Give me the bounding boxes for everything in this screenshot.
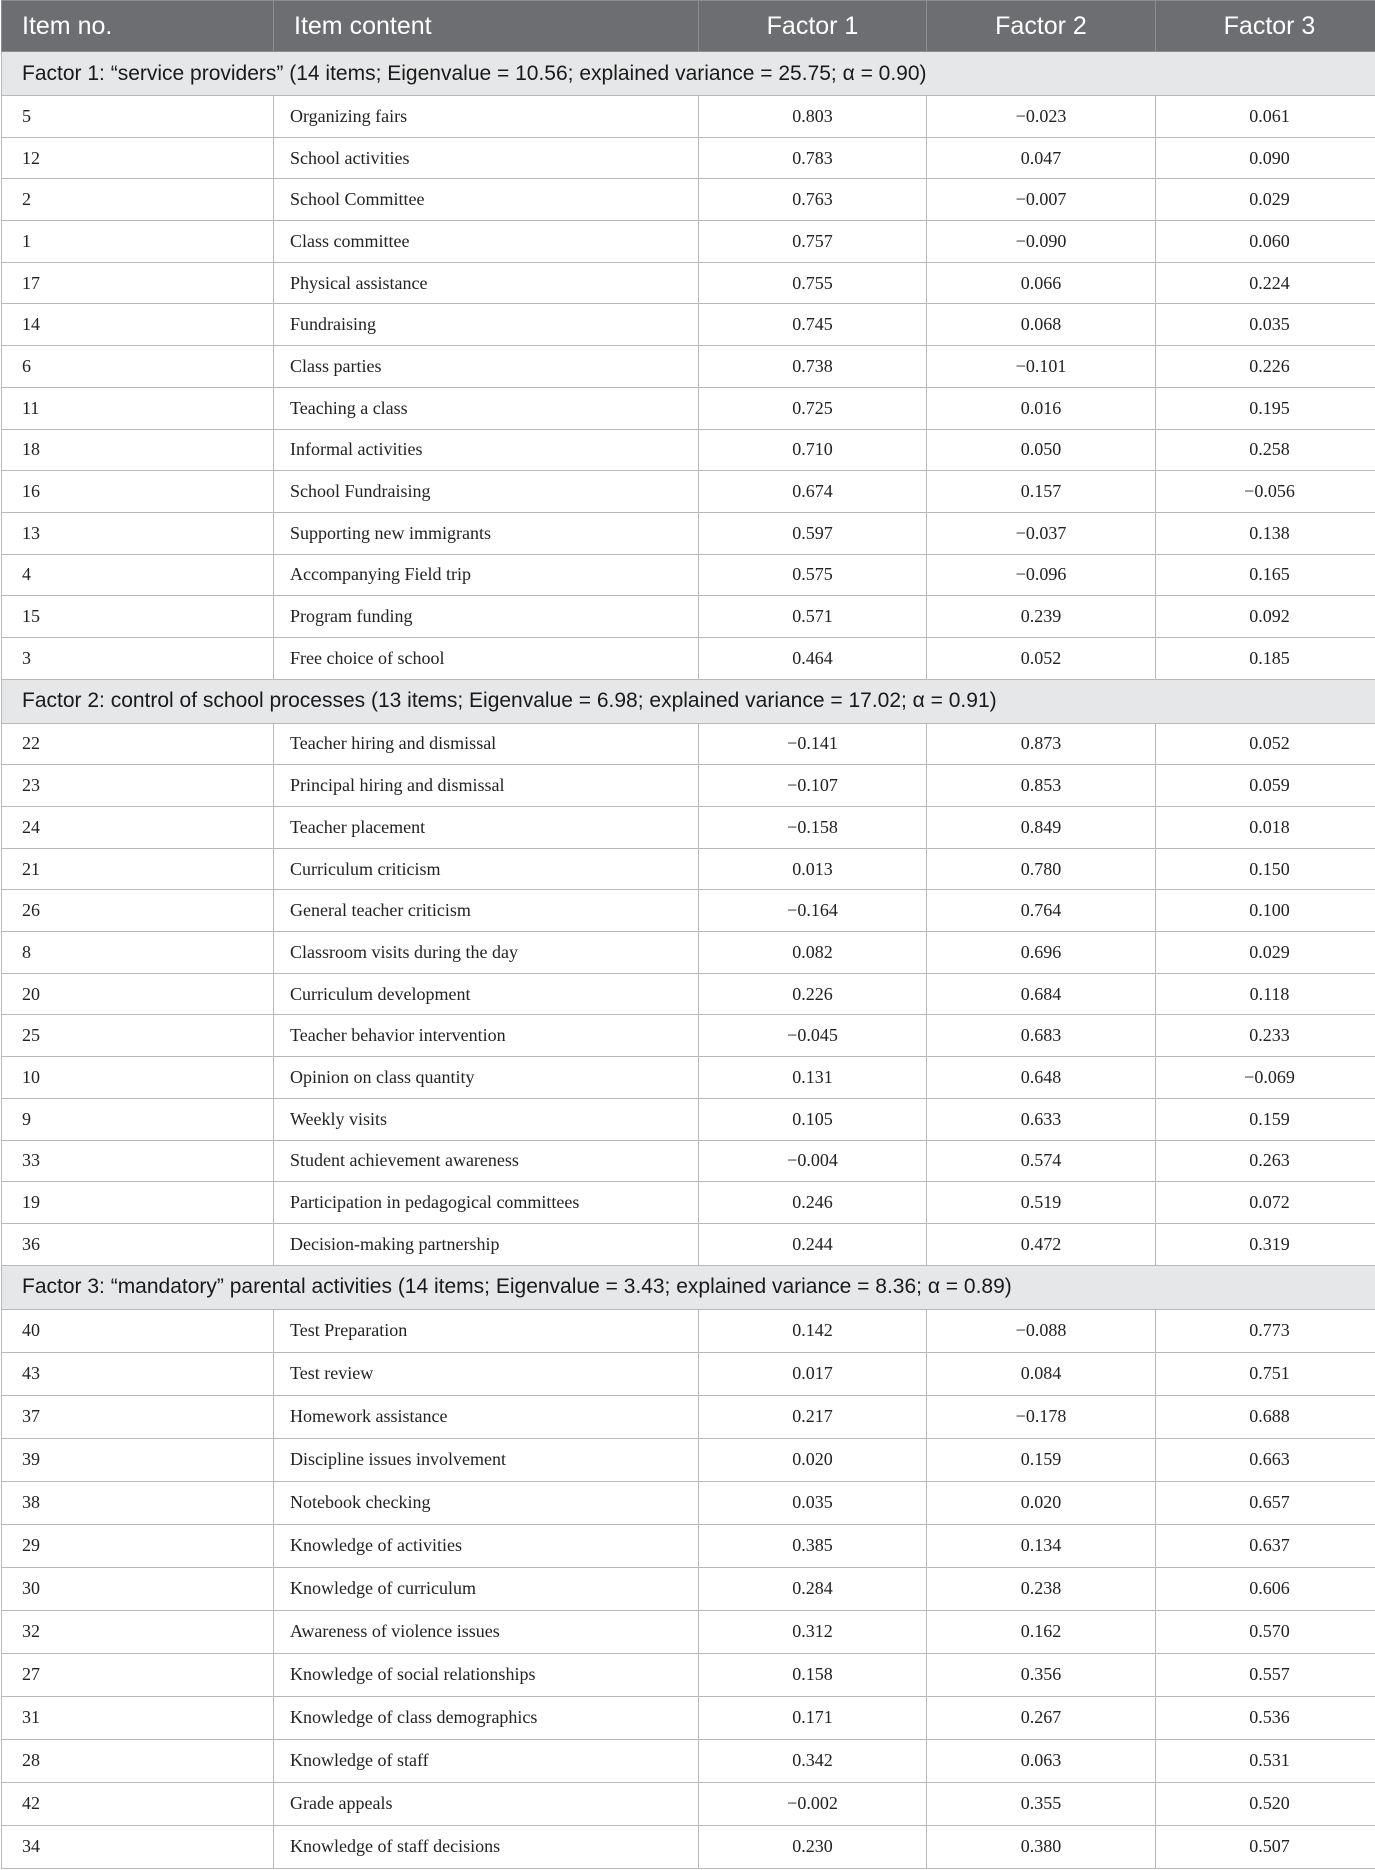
- factor-1-cell: 0.725: [699, 387, 927, 429]
- factor-1-cell: 0.158: [699, 1653, 927, 1696]
- factor-1-cell: 0.571: [699, 596, 927, 638]
- table-row: [2, 890, 1375, 932]
- item-content-cell: Curriculum development: [274, 973, 699, 1015]
- header-factor-2: Factor 2: [927, 1, 1156, 52]
- table-row: [2, 1223, 1375, 1265]
- factor-3-cell: 0.263: [1156, 1140, 1375, 1182]
- factor-1-cell: 0.312: [699, 1610, 927, 1653]
- factor-3-cell: 0.536: [1156, 1696, 1375, 1739]
- item-no-cell: 29: [2, 1524, 274, 1567]
- table-row: [2, 723, 1375, 765]
- factor-3-cell: 0.090: [1156, 137, 1375, 179]
- item-no-cell: 15: [2, 596, 274, 638]
- table-row: [2, 765, 1375, 807]
- header-row: [2, 1, 1375, 52]
- table-row: [2, 1481, 1375, 1524]
- factor-2-cell: 0.648: [927, 1057, 1156, 1099]
- item-content-cell: School Fundraising: [274, 471, 699, 513]
- factor-3-cell: 0.060: [1156, 221, 1375, 263]
- factor-1-cell: 0.217: [699, 1395, 927, 1438]
- factor-2-cell: 0.162: [927, 1610, 1156, 1653]
- factor-2-cell: 0.356: [927, 1653, 1156, 1696]
- factor-2-cell: −0.037: [927, 512, 1156, 554]
- factor-2-cell: −0.090: [927, 221, 1156, 263]
- table-row: [2, 179, 1375, 221]
- item-no-cell: 12: [2, 137, 274, 179]
- item-no-cell: 3: [2, 637, 274, 679]
- item-content-cell: Notebook checking: [274, 1481, 699, 1524]
- item-content-cell: Teacher placement: [274, 807, 699, 849]
- factor-1-cell: −0.141: [699, 723, 927, 765]
- table-row: [2, 387, 1375, 429]
- item-content-cell: Student achievement awareness: [274, 1140, 699, 1182]
- factor-3-cell: 0.029: [1156, 179, 1375, 221]
- item-content-cell: Class committee: [274, 221, 699, 263]
- factor-1-cell: 0.105: [699, 1098, 927, 1140]
- factor-1-cell: 0.710: [699, 429, 927, 471]
- factor-1-cell: −0.164: [699, 890, 927, 932]
- table-row: [2, 848, 1375, 890]
- factor-2-cell: 0.633: [927, 1098, 1156, 1140]
- item-no-cell: 34: [2, 1825, 274, 1868]
- item-content-cell: Knowledge of class demographics: [274, 1696, 699, 1739]
- table-row: [2, 1098, 1375, 1140]
- item-content-cell: Decision-making partnership: [274, 1223, 699, 1265]
- factor-1-cell: 0.763: [699, 179, 927, 221]
- factor-1-cell: 0.035: [699, 1481, 927, 1524]
- item-content-cell: General teacher criticism: [274, 890, 699, 932]
- factor-1-cell: −0.004: [699, 1140, 927, 1182]
- item-content-cell: Classroom visits during the day: [274, 932, 699, 974]
- item-content-cell: Knowledge of curriculum: [274, 1567, 699, 1610]
- factor-3-cell: 0.751: [1156, 1352, 1375, 1395]
- factor-3-cell: 0.531: [1156, 1739, 1375, 1782]
- factor-2-cell: 0.084: [927, 1352, 1156, 1395]
- table-row: [2, 1610, 1375, 1653]
- item-content-cell: Awareness of violence issues: [274, 1610, 699, 1653]
- table-row: [2, 1567, 1375, 1610]
- item-content-cell: Class parties: [274, 346, 699, 388]
- item-no-cell: 8: [2, 932, 274, 974]
- factor-2-cell: 0.050: [927, 429, 1156, 471]
- table-row: [2, 596, 1375, 638]
- table-row: [2, 471, 1375, 513]
- item-no-cell: 27: [2, 1653, 274, 1696]
- table-row: [2, 1309, 1375, 1352]
- factor-3-cell: 0.159: [1156, 1098, 1375, 1140]
- item-no-cell: 4: [2, 554, 274, 596]
- factor-2-cell: 0.355: [927, 1782, 1156, 1825]
- factor-1-cell: 0.020: [699, 1438, 927, 1481]
- factor-2-cell: 0.696: [927, 932, 1156, 974]
- factor-1-cell: 0.246: [699, 1182, 927, 1224]
- factor-2-cell: 0.764: [927, 890, 1156, 932]
- table-row: [2, 1182, 1375, 1224]
- table-row: [2, 1739, 1375, 1782]
- factor-1-cell: 0.131: [699, 1057, 927, 1099]
- item-content-cell: Organizing fairs: [274, 96, 699, 138]
- factor-3-cell: 0.061: [1156, 96, 1375, 138]
- item-content-cell: Free choice of school: [274, 637, 699, 679]
- factor-3-cell: 0.319: [1156, 1223, 1375, 1265]
- factor-3-cell: 0.150: [1156, 848, 1375, 890]
- factor-1-cell: −0.045: [699, 1015, 927, 1057]
- factor-1-cell: 0.803: [699, 96, 927, 138]
- factor-1-cell: 0.783: [699, 137, 927, 179]
- factor-2-cell: −0.101: [927, 346, 1156, 388]
- item-content-cell: Principal hiring and dismissal: [274, 765, 699, 807]
- factor-1-cell: −0.158: [699, 807, 927, 849]
- item-content-cell: Discipline issues involvement: [274, 1438, 699, 1481]
- table-row: [2, 637, 1375, 679]
- factor-1-cell: 0.755: [699, 262, 927, 304]
- factor-3-cell: 0.165: [1156, 554, 1375, 596]
- factor-2-cell: 0.159: [927, 1438, 1156, 1481]
- table-row: [2, 1057, 1375, 1099]
- factor-2-cell: 0.068: [927, 304, 1156, 346]
- item-content-cell: Accompanying Field trip: [274, 554, 699, 596]
- item-content-cell: School Committee: [274, 179, 699, 221]
- item-content-cell: Physical assistance: [274, 262, 699, 304]
- item-no-cell: 14: [2, 304, 274, 346]
- factor-3-cell: 0.507: [1156, 1825, 1375, 1868]
- table-row: [2, 1438, 1375, 1481]
- table-row: [2, 1352, 1375, 1395]
- factor-3-cell: 0.570: [1156, 1610, 1375, 1653]
- item-no-cell: 24: [2, 807, 274, 849]
- item-content-cell: Teaching a class: [274, 387, 699, 429]
- factor-3-cell: 0.059: [1156, 765, 1375, 807]
- factor-2-cell: −0.088: [927, 1309, 1156, 1352]
- factor-1-cell: 0.757: [699, 221, 927, 263]
- factor-3-cell: 0.637: [1156, 1524, 1375, 1567]
- table-row: [2, 137, 1375, 179]
- factor-3-cell: −0.069: [1156, 1057, 1375, 1099]
- factor-2-cell: 0.684: [927, 973, 1156, 1015]
- section-header-row: [2, 52, 1375, 96]
- factor-1-cell: 0.082: [699, 932, 927, 974]
- factor-3-cell: 0.195: [1156, 387, 1375, 429]
- factor-3-cell: 0.018: [1156, 807, 1375, 849]
- table-row: [2, 512, 1375, 554]
- factor-3-cell: 0.657: [1156, 1481, 1375, 1524]
- factor-1-cell: 0.597: [699, 512, 927, 554]
- factor-2-cell: 0.380: [927, 1825, 1156, 1868]
- table-row: [2, 554, 1375, 596]
- factor-3-cell: 0.185: [1156, 637, 1375, 679]
- item-no-cell: 33: [2, 1140, 274, 1182]
- item-content-cell: Participation in pedagogical committees: [274, 1182, 699, 1224]
- factor-3-cell: 0.606: [1156, 1567, 1375, 1610]
- factor-2-cell: 0.020: [927, 1481, 1156, 1524]
- item-no-cell: 26: [2, 890, 274, 932]
- item-content-cell: Knowledge of activities: [274, 1524, 699, 1567]
- factor-3-cell: 0.557: [1156, 1653, 1375, 1696]
- item-content-cell: Knowledge of social relationships: [274, 1653, 699, 1696]
- factor-1-cell: 0.226: [699, 973, 927, 1015]
- factor-2-cell: 0.066: [927, 262, 1156, 304]
- item-no-cell: 43: [2, 1352, 274, 1395]
- factor-1-cell: 0.017: [699, 1352, 927, 1395]
- factor-1-cell: 0.674: [699, 471, 927, 513]
- factor-2-cell: 0.849: [927, 807, 1156, 849]
- header-item-no: Item no.: [2, 1, 274, 52]
- item-content-cell: Teacher behavior intervention: [274, 1015, 699, 1057]
- factor-3-cell: 0.052: [1156, 723, 1375, 765]
- factor-1-cell: −0.107: [699, 765, 927, 807]
- factor-1-cell: 0.171: [699, 1696, 927, 1739]
- section-header-row: [2, 1265, 1375, 1309]
- factor-1-cell: 0.575: [699, 554, 927, 596]
- factor-1-cell: 0.142: [699, 1309, 927, 1352]
- factor-2-cell: 0.063: [927, 1739, 1156, 1782]
- factor-2-cell: 0.574: [927, 1140, 1156, 1182]
- table-body: [2, 52, 1375, 1869]
- factor-loadings-table: [1, 0, 1375, 1869]
- factor-1-cell: 0.738: [699, 346, 927, 388]
- item-content-cell: Teacher hiring and dismissal: [274, 723, 699, 765]
- item-no-cell: 10: [2, 1057, 274, 1099]
- header-factor-3: Factor 3: [1156, 1, 1375, 52]
- factor-3-cell: 0.100: [1156, 890, 1375, 932]
- item-no-cell: 11: [2, 387, 274, 429]
- factor-2-cell: 0.780: [927, 848, 1156, 890]
- factor-3-cell: 0.663: [1156, 1438, 1375, 1481]
- factor-1-cell: 0.464: [699, 637, 927, 679]
- factor-3-cell: −0.056: [1156, 471, 1375, 513]
- factor-2-cell: −0.096: [927, 554, 1156, 596]
- item-no-cell: 37: [2, 1395, 274, 1438]
- factor-2-cell: 0.683: [927, 1015, 1156, 1057]
- factor-2-cell: −0.178: [927, 1395, 1156, 1438]
- item-no-cell: 25: [2, 1015, 274, 1057]
- factor-2-cell: 0.157: [927, 471, 1156, 513]
- item-no-cell: 39: [2, 1438, 274, 1481]
- factor-2-cell: 0.472: [927, 1223, 1156, 1265]
- item-content-cell: Test Preparation: [274, 1309, 699, 1352]
- item-no-cell: 28: [2, 1739, 274, 1782]
- factor-2-cell: 0.047: [927, 137, 1156, 179]
- factor-1-cell: 0.342: [699, 1739, 927, 1782]
- factor-3-cell: 0.688: [1156, 1395, 1375, 1438]
- factor-2-cell: −0.023: [927, 96, 1156, 138]
- item-content-cell: Curriculum criticism: [274, 848, 699, 890]
- table-row: [2, 1015, 1375, 1057]
- item-no-cell: 6: [2, 346, 274, 388]
- table-row: [2, 304, 1375, 346]
- table-row: [2, 1524, 1375, 1567]
- factor-2-cell: 0.873: [927, 723, 1156, 765]
- item-no-cell: 13: [2, 512, 274, 554]
- item-no-cell: 38: [2, 1481, 274, 1524]
- factor-2-cell: 0.267: [927, 1696, 1156, 1739]
- item-no-cell: 22: [2, 723, 274, 765]
- factor-3-cell: 0.118: [1156, 973, 1375, 1015]
- item-content-cell: Supporting new immigrants: [274, 512, 699, 554]
- table-row: [2, 807, 1375, 849]
- table-row: [2, 1782, 1375, 1825]
- section-title: Factor 1: “service providers” (14 items; Eigenvalue = 10.56; explained variance = 25.75; α = 0.90): [2, 52, 1375, 96]
- item-content-cell: Knowledge of staff: [274, 1739, 699, 1782]
- factor-3-cell: 0.029: [1156, 932, 1375, 974]
- item-no-cell: 40: [2, 1309, 274, 1352]
- item-no-cell: 36: [2, 1223, 274, 1265]
- section-header-row: [2, 679, 1375, 723]
- factor-2-cell: 0.239: [927, 596, 1156, 638]
- table-row: [2, 1140, 1375, 1182]
- item-content-cell: Homework assistance: [274, 1395, 699, 1438]
- factor-3-cell: 0.072: [1156, 1182, 1375, 1224]
- item-no-cell: 1: [2, 221, 274, 263]
- item-no-cell: 20: [2, 973, 274, 1015]
- item-no-cell: 19: [2, 1182, 274, 1224]
- table-row: [2, 221, 1375, 263]
- factor-3-cell: 0.773: [1156, 1309, 1375, 1352]
- item-content-cell: Program funding: [274, 596, 699, 638]
- factor-3-cell: 0.092: [1156, 596, 1375, 638]
- table-row: [2, 262, 1375, 304]
- factor-2-cell: 0.519: [927, 1182, 1156, 1224]
- item-content-cell: School activities: [274, 137, 699, 179]
- factor-3-cell: 0.224: [1156, 262, 1375, 304]
- factor-1-cell: 0.385: [699, 1524, 927, 1567]
- item-content-cell: Opinion on class quantity: [274, 1057, 699, 1099]
- table-row: [2, 1395, 1375, 1438]
- table-row: [2, 1653, 1375, 1696]
- factor-3-cell: 0.520: [1156, 1782, 1375, 1825]
- factor-1-cell: 0.284: [699, 1567, 927, 1610]
- factor-3-cell: 0.258: [1156, 429, 1375, 471]
- factor-1-cell: 0.745: [699, 304, 927, 346]
- table-header: [2, 1, 1375, 52]
- table-row: [2, 1825, 1375, 1868]
- factor-1-cell: 0.230: [699, 1825, 927, 1868]
- factor-3-cell: 0.035: [1156, 304, 1375, 346]
- item-no-cell: 18: [2, 429, 274, 471]
- item-no-cell: 42: [2, 1782, 274, 1825]
- item-no-cell: 2: [2, 179, 274, 221]
- item-no-cell: 9: [2, 1098, 274, 1140]
- header-item-content: Item content: [274, 1, 699, 52]
- table-row: [2, 973, 1375, 1015]
- factor-3-cell: 0.226: [1156, 346, 1375, 388]
- table-row: [2, 96, 1375, 138]
- factor-3-cell: 0.233: [1156, 1015, 1375, 1057]
- factor-2-cell: 0.238: [927, 1567, 1156, 1610]
- item-content-cell: Weekly visits: [274, 1098, 699, 1140]
- item-no-cell: 5: [2, 96, 274, 138]
- factor-2-cell: 0.853: [927, 765, 1156, 807]
- item-no-cell: 16: [2, 471, 274, 513]
- table-row: [2, 932, 1375, 974]
- factor-2-cell: 0.134: [927, 1524, 1156, 1567]
- factor-1-cell: 0.013: [699, 848, 927, 890]
- item-no-cell: 30: [2, 1567, 274, 1610]
- factor-2-cell: 0.016: [927, 387, 1156, 429]
- table-row: [2, 1696, 1375, 1739]
- item-content-cell: Test review: [274, 1352, 699, 1395]
- item-no-cell: 31: [2, 1696, 274, 1739]
- item-no-cell: 32: [2, 1610, 274, 1653]
- header-factor-1: Factor 1: [699, 1, 927, 52]
- item-no-cell: 21: [2, 848, 274, 890]
- factor-1-cell: 0.244: [699, 1223, 927, 1265]
- item-content-cell: Fundraising: [274, 304, 699, 346]
- table-row: [2, 346, 1375, 388]
- factor-3-cell: 0.138: [1156, 512, 1375, 554]
- item-content-cell: Knowledge of staff decisions: [274, 1825, 699, 1868]
- factor-2-cell: −0.007: [927, 179, 1156, 221]
- item-no-cell: 23: [2, 765, 274, 807]
- item-no-cell: 17: [2, 262, 274, 304]
- table-row: [2, 429, 1375, 471]
- factor-2-cell: 0.052: [927, 637, 1156, 679]
- section-title: Factor 2: control of school processes (13 items; Eigenvalue = 6.98; explained variance = 17.02; α = 0.91): [2, 679, 1375, 723]
- item-content-cell: Grade appeals: [274, 1782, 699, 1825]
- factor-1-cell: −0.002: [699, 1782, 927, 1825]
- item-content-cell: Informal activities: [274, 429, 699, 471]
- section-title: Factor 3: “mandatory” parental activities (14 items; Eigenvalue = 3.43; explained variance = 8.36; α = 0.89): [2, 1265, 1375, 1309]
